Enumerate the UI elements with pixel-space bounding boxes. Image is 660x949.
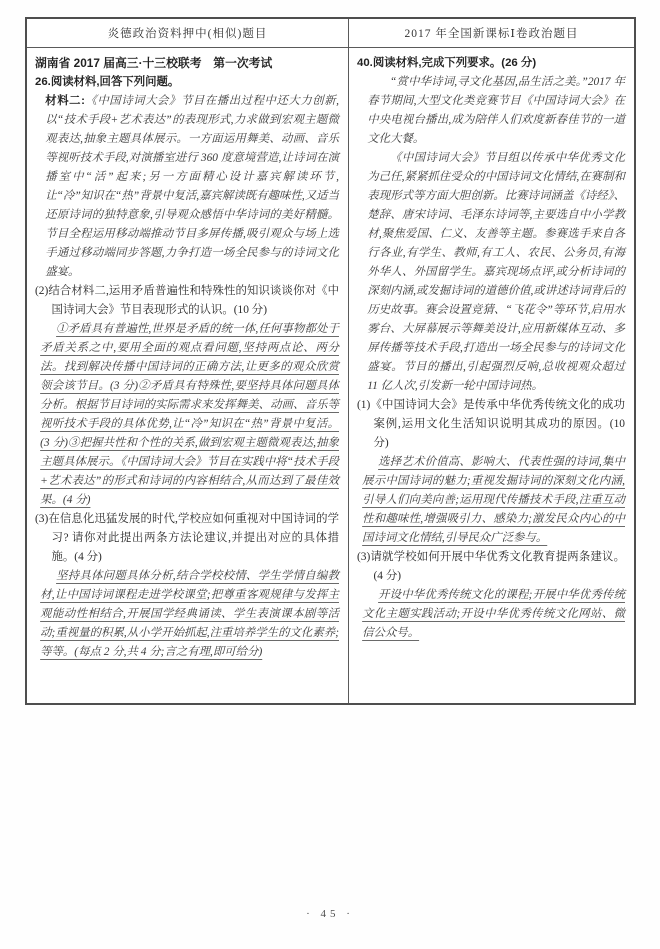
material-two-text: 《中国诗词大会》节目在播出过程中还大力创新,以“技术手段+艺术表达”的表现形式,力求做到宏观主题微观表达,抽象主题具体展示。一方面运用舞美、动画、音乐等视听技术手段,对演播室进行 360 度意境营造,让诗词在演播室中“活”起来;另一方面精心设计嘉宾解读环节,让“冷”知识在“热”背景中复活,嘉宾解读既有趣味性,又适当还原诗词的独特意象,引导观众感悟中华诗词的美好精髓。节目全程运用移动端推动节目多屏传播,吸引观众与场上选手通过移动端同步答题,力争打造一场全民参与的诗词文化盛宴。 [45, 95, 339, 278]
comparison-table [25, 17, 636, 705]
material-paragraph-2: 《中国诗词大会》节目组以传承中华优秀文化为己任,紧紧抓住受众的中国诗词文化情结,在赛制和表现形式等方面大胆创新。比赛诗词涵盖《诗经》、楚辞、唐宋诗词、毛泽东诗词等,主要选自中小学教材,聚焦爱国、仁义、友善等主题。参赛选手来自各行各业,有学生、教师,有工人、农民、公务员,有海外华人、外国留学生。嘉宾现场点评,或分析诗词的深刻内涵,或发掘诗词的道德价值,或讲述诗词背后的历史故事。赛会设置竞猜、“飞花令”等环节,启用水雾台、大屏幕展示等舞美设计,应用新媒体互动、多屏传播等技术手段,打造出一场全民参与的诗词文化盛宴。节目的播出,引起强烈反响,总收视观众超过 11 亿人次,引发新一轮中国诗词热。 [367, 152, 625, 392]
right-column-national-question [349, 48, 634, 703]
question-3-answer-right: 开设中华优秀传统文化的课程;开展中华优秀传统文化主题实践活动;开设中华优秀传统文化网站、微信公众号。 [362, 589, 625, 639]
left-column-practice-question [27, 48, 349, 703]
material-paragraph-1: “赏中华诗词,寻文化基因,品生活之美。”2017 年春节期间,大型文化类竞赛节目《中国诗词大会》在中央电视台播出,成为陪伴人们欢度新春佳节的一道文化大餐。 [367, 76, 625, 145]
header-cell-national-exam: 2017 年全国新课标Ⅰ卷政治题目 [404, 28, 579, 40]
question-26-stem: 26.阅读材料,回答下列问题。 [35, 76, 180, 88]
question-3-text-left: (3)在信息化迅猛发展的时代,学校应如何重视对中国诗词的学习? 请你对此提出两条方法论建议,并提出对应的具体措施。(4 分) [35, 513, 339, 563]
page-number: · 45 · [306, 908, 354, 920]
exam-title: 湖南省 2017 届高三·十三校联考 第一次考试 [35, 56, 273, 70]
question-40-stem: 40.阅读材料,完成下列要求。(26 分) [357, 57, 537, 69]
question-3-answer-left: 坚持具体问题具体分析,结合学校校情、学生学情自编教材,让中国诗词课程走进学校课堂;把尊重客观规律与发挥主观能动性相结合,开展国学经典诵读、学生表演课本剧等活动;重视量的积累,从小学开始抓起,注重培养学生的文化素养;等等。(每点 2 分,共 4 分;言之有理,即可给分) [40, 570, 339, 658]
table-body-row [27, 48, 634, 703]
question-2-text: (2)结合材料二,运用矛盾普遍性和特殊性的知识谈谈你对《中国诗词大会》节目表现形式的认识。(10 分) [35, 285, 339, 316]
material-two-paragraph [35, 92, 339, 282]
question-3-text-right: (3)请就学校如何开展中华优秀文化教育提两条建议。(4 分) [357, 551, 625, 582]
question-2-answer: ①矛盾具有普遍性,世界是矛盾的统一体,任何事物都处于矛盾关系之中,要用全面的观点看问题,坚持两点论、两分法。找到解决传播中国诗词的正确方法,让更多的观众欣赏领会该节目。(3 分)②矛盾具有特殊性,要坚持具体问题具体分析。根据节目诗词的实际需求来发挥舞美、动画、音乐等视听技术手段的具体优势,让“冷”知识在“热”背景中复活。(3 分)③把握共性和个性的关系,做到宏观主题微观表达,抽象主题具体展示。《中国诗词大会》节目在实践中将“技术手段+艺术表达”的形式和诗词的内容相结合,从而达到了最佳效果。(4 分) [40, 323, 339, 506]
header-cell-practice-source: 炎德政治资料押中(相似)题目 [27, 19, 349, 47]
question-1-answer: 选择艺术价值高、影响大、代表性强的诗词,集中展示中国诗词的魅力;重视发掘诗词的深刻文化内涵,引导人们向美向善;运用现代传播技术手段,注重互动性和趣味性,增强吸引力、感染力;激发民众内心的中国诗词文化情结,引导民众广泛参与。 [362, 456, 625, 544]
table-header-row [27, 19, 634, 48]
question-1-text: (1)《中国诗词大会》是传承中华优秀传统文化的成功案例,运用文化生活知识说明其成功的原因。(10 分) [357, 399, 625, 449]
material-two-label: 材料二: [45, 95, 85, 107]
